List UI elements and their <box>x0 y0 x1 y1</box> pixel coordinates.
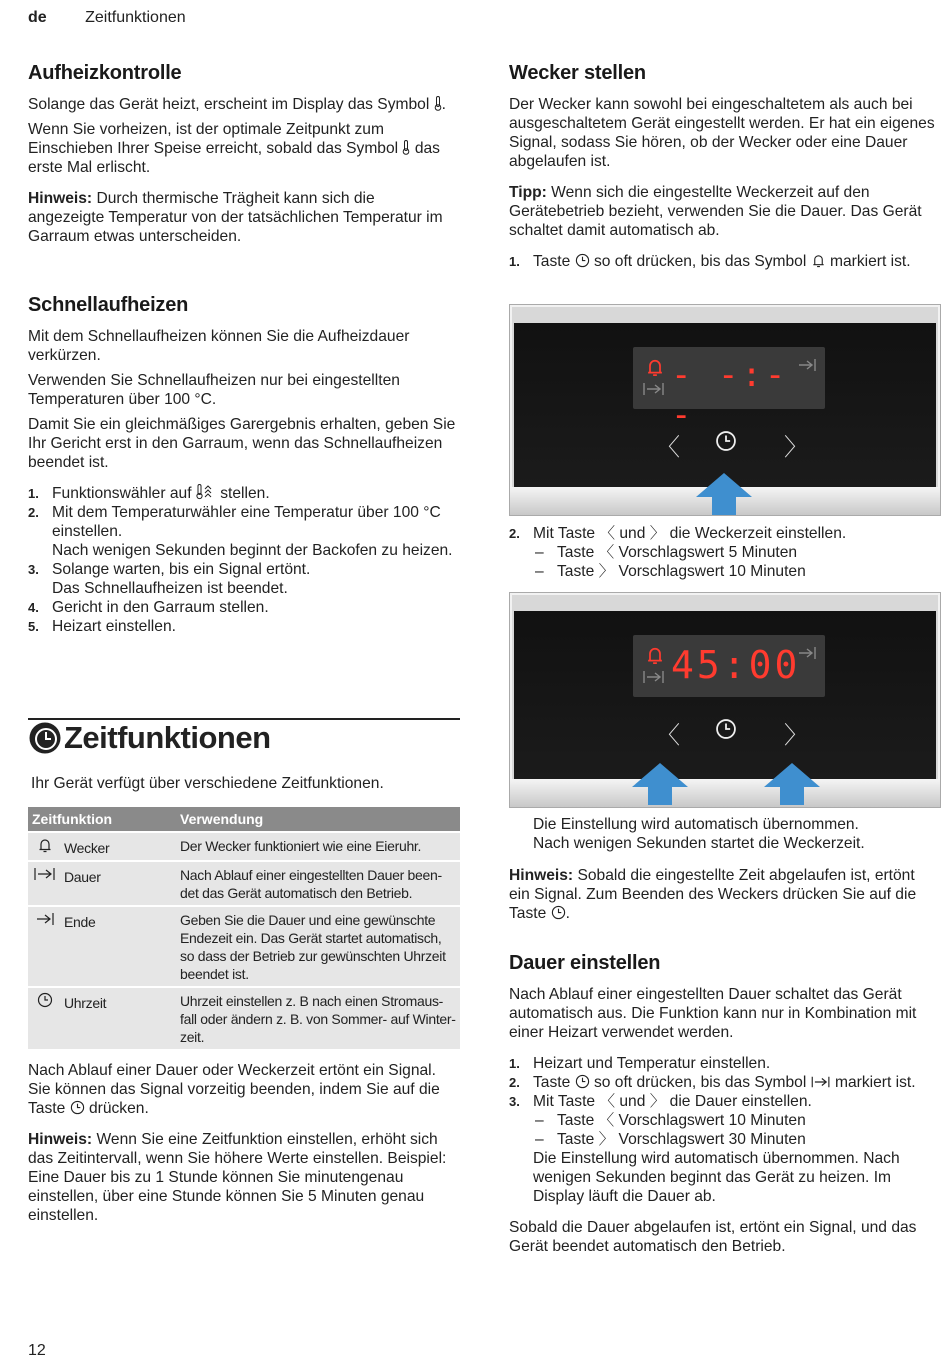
schnell-p3: Damit Sie ein gleichmäßiges Garergebnis erhalten, geben Sie Ihr Gericht erst in den Garraum, wenn das Schnellaufheizen beendet ist. <box>28 416 456 471</box>
table-row: Uhrzeit Uhrzeit einstellen z. B nach einen Stromaus-fall oder ändern z. B. von Sommer- auf Winter-zeit. <box>28 987 460 1049</box>
wecker-note: Hinweis: Sobald die eingestellte Zeit abgelaufen ist, ertönt ein Signal. Zum Beenden des Weckers drücken Sie auf die Taste . <box>509 867 917 922</box>
clock-icon <box>551 905 566 920</box>
dauer-steps <box>509 1054 939 1206</box>
bell-icon <box>645 357 665 377</box>
dauer-p2: Sobald die Dauer abgelaufen ist, ertönt ein Signal, und das Gerät beendet automatisch den Betrieb. <box>509 1219 917 1255</box>
zeit-body <box>28 1061 460 1225</box>
right-key-icon[interactable]: 〉 <box>784 434 808 461</box>
step-2: 2. Mit dem Temperaturwähler eine Temperatur über 100 °C einstellen. Nach wenigen Sekunden beginnt der Backofen zu heizen. <box>28 504 453 559</box>
dash-item: – Taste 〉 Vorschlagswert 30 Minuten <box>533 1130 939 1149</box>
step-1: 1. Taste so oft drücken, bis das Symbol markiert ist. <box>509 253 911 270</box>
schnell-p2: Verwenden Sie Schnellaufheizen nur bei eingestellten Temperaturen über 100 °C. <box>28 372 400 408</box>
left-key-icon[interactable]: 〈 <box>656 722 680 749</box>
bell-icon <box>645 645 665 665</box>
step-3: 3. Solange warten, bis ein Signal ertönt. Das Schnellaufheizen ist beendet. <box>28 561 311 597</box>
heading-schnellaufheizen: Schnellaufheizen <box>28 294 189 316</box>
page-number: 12 <box>28 1342 46 1359</box>
table-row: Dauer Nach Ablauf einer eingestellten Dauer been-det das Gerät automatisch den Betrieb. <box>28 861 460 906</box>
right-key-icon[interactable]: 〉 <box>784 722 808 749</box>
step-5: 5. Heizart einstellen. <box>28 618 176 635</box>
schnell-p1: Mit dem Schnellaufheizen können Sie die Aufheizdauer verkürzen. <box>28 328 410 364</box>
left-key-icon[interactable]: 〈 <box>656 434 680 461</box>
time-functions-table <box>28 807 460 1049</box>
oven-panel-1 <box>509 304 941 516</box>
end-time-icon <box>34 911 56 927</box>
zeit-intro: Ihr Gerät verfügt über verschiedene Zeitfunktionen. <box>31 775 384 792</box>
wecker-after: Die Einstellung wird automatisch übernommen. Nach wenigen Sekunden startet die Weckerzeit. <box>533 816 865 852</box>
clock-key-icon[interactable] <box>715 430 737 452</box>
duration-icon <box>34 866 56 882</box>
clock-icon <box>70 1100 85 1115</box>
bell-icon <box>37 837 53 853</box>
bell-icon <box>811 253 826 268</box>
table-row: Wecker Der Wecker funktioniert wie eine Eieruhr. <box>28 832 460 861</box>
display-readout: - -:- - <box>671 355 789 435</box>
duration-icon <box>643 381 665 397</box>
step-1: 1. Funktionswähler auf stellen. <box>28 485 270 502</box>
aufheiz-p2: Wenn Sie vorheizen, ist der optimale Zeitpunkt zum Einschieben Ihrer Speise erreicht, sobald das Symbol das erste Mal erlischt. <box>28 121 440 176</box>
clock-icon <box>575 1074 590 1089</box>
oven-display <box>633 347 825 435</box>
wecker-p1: Der Wecker kann sowohl bei eingeschaltetem als auch bei ausgeschaltetem Gerät eingestellt werden. Er hat ein eigenes Signal, sodass Sie hören, ob der Wecker oder eine Dauer abgelaufen ist. <box>509 96 935 170</box>
step-2: 2. Mit Taste 〈 und 〉 die Weckerzeit einstellen. – Taste 〈 Vorschlagswert 5 Minuten – Taste 〉 Vorschlagswert 10 Minuten <box>509 524 939 581</box>
table-row: Ende Geben Sie die Dauer und eine gewünschte Endezeit ein. Das Gerät startet automatisch, so dass der Betrieb zur gewünschten Uhrzeit beendet ist. <box>28 906 460 987</box>
chapter-title <box>28 718 460 755</box>
arrow-up-icon <box>764 763 820 805</box>
th-function: Zeitfunktion <box>28 807 176 832</box>
dash-item: – Taste 〈 Vorschlagswert 10 Minuten <box>533 1111 939 1130</box>
step-2: 2. Taste so oft drücken, bis das Symbol markiert ist. <box>509 1074 916 1091</box>
aufheiz-body <box>28 95 448 246</box>
chapter-title-text: Zeitfunktionen <box>64 720 271 755</box>
display-readout: 45:00 <box>671 643 801 687</box>
table-header <box>28 807 460 832</box>
dash-item: – Taste 〉 Vorschlagswert 10 Minuten <box>533 562 939 581</box>
thermometer-icon <box>402 140 410 155</box>
arrow-up-icon <box>632 763 688 805</box>
rapid-heat-icon <box>196 484 216 500</box>
wecker-steps-2 <box>509 524 939 581</box>
step-1: 1. Heizart und Temperatur einstellen. <box>509 1055 771 1072</box>
duration-icon <box>643 669 665 685</box>
heading-wecker: Wecker stellen <box>509 62 646 84</box>
heading-aufheizkontrolle: Aufheizkontrolle <box>28 62 182 84</box>
wecker-steps-2-wrap <box>509 524 939 581</box>
dauer-p1: Nach Ablauf einer eingestellten Dauer schaltet das Gerät automatisch aus. Die Funktion kann nur in Kombination mit einer Heizart verwendet werden. <box>509 986 917 1041</box>
wecker-body <box>509 95 939 271</box>
step-4: 4. Gericht in den Garraum stellen. <box>28 599 269 616</box>
language-code: de <box>28 9 47 26</box>
schnell-body <box>28 327 458 636</box>
oven-display <box>633 635 825 697</box>
dauer-body <box>509 985 939 1256</box>
dash-item: – Taste 〈 Vorschlagswert 5 Minuten <box>533 543 939 562</box>
zeit-p1: Nach Ablauf einer Dauer oder Weckerzeit ertönt ein Signal. Sie können das Signal vorzeitig beenden, indem Sie auf die Taste drücken. <box>28 1062 440 1117</box>
thermometer-icon <box>434 96 442 111</box>
schnell-steps <box>28 484 458 636</box>
aufheiz-note: Hinweis: Durch thermische Trägheit kann sich die angezeigte Temperatur von der tatsächlichen Temperatur im Garraum etwas unterscheiden. <box>28 190 443 245</box>
wecker-tip: Tipp: Wenn sich die eingestellte Weckerzeit auf den Gerätebetrieb bezieht, verwenden Sie die Dauer. Das Gerät schaltet damit automatisch ab. <box>509 184 922 239</box>
page-header <box>28 9 186 27</box>
clock-icon <box>37 992 53 1008</box>
clock-icon <box>575 253 590 268</box>
clock-key-icon[interactable] <box>715 718 737 740</box>
arrow-up-icon <box>696 473 752 515</box>
zeit-note: Hinweis: Wenn Sie eine Zeitfunktion einstellen, erhöht sich das Zeitintervall, wenn Sie höhere Werte einstellen. Beispiel: Eine Dauer bis zu 1 Stunde können Sie minutengenau einstellen, über eine Stunde können Sie 5 Minuten genau einstellen. <box>28 1131 447 1224</box>
duration-icon <box>811 1075 831 1089</box>
heading-dauer: Dauer einstellen <box>509 952 661 974</box>
clock-icon <box>29 722 61 754</box>
oven-panel-2 <box>509 592 941 808</box>
th-usage: Verwendung <box>176 807 460 832</box>
wecker-steps-1 <box>509 252 939 271</box>
step-3: 3. Mit Taste 〈 und 〉 die Dauer einstellen. – Taste 〈 Vorschlagswert 10 Minuten – Taste 〉 Vorschlagswert 30 Minuten Die Einstellung wird automatisch übernommen. Nach wenigen Sekunden beginnt das Gerät zu heizen. Im Display läuft die Dauer ab. <box>509 1092 939 1206</box>
section-title: Zeitfunktionen <box>85 9 186 26</box>
aufheiz-p1: Solange das Gerät heizt, erscheint im Display das Symbol . <box>28 96 446 113</box>
